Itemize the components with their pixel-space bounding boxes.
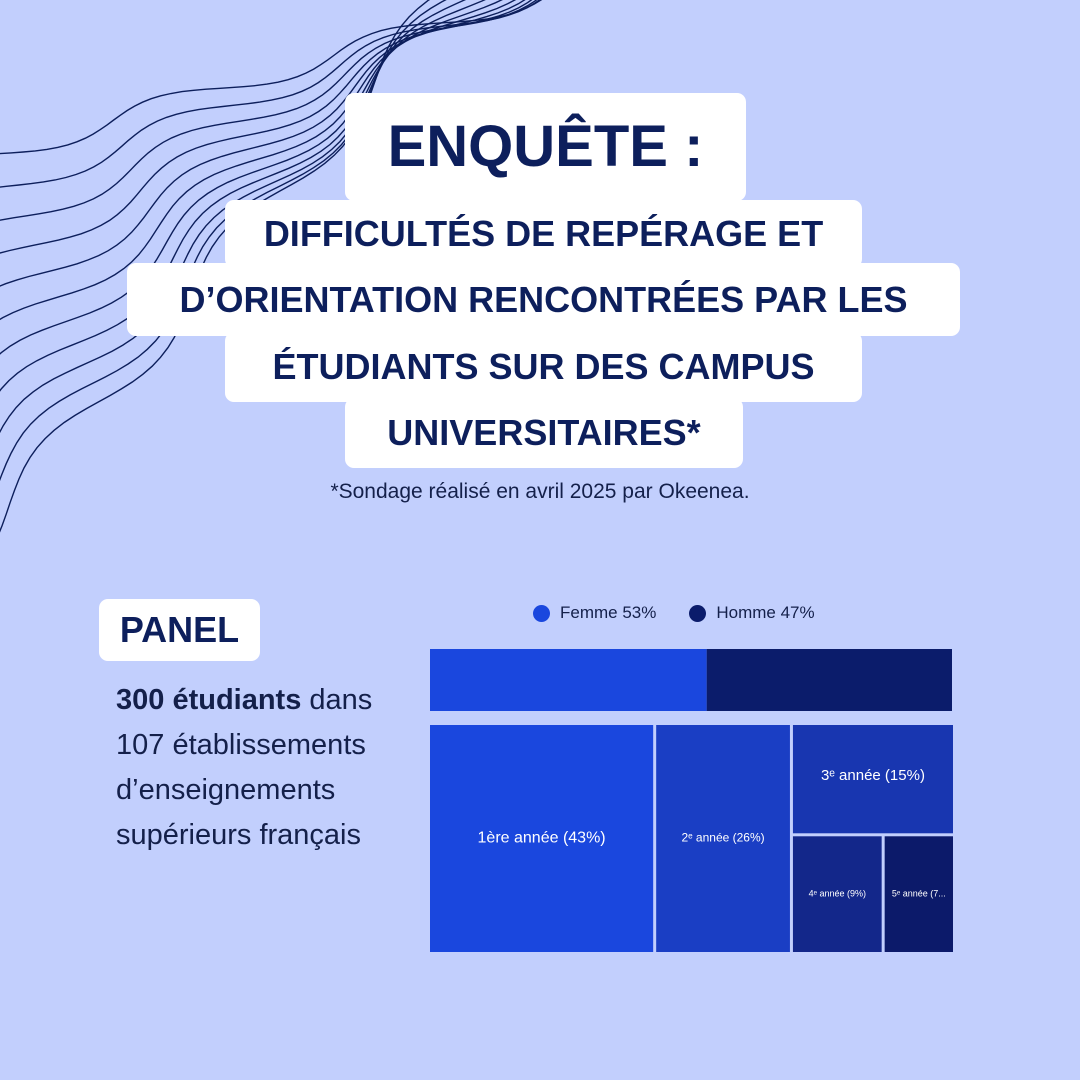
treemap-label-1: 1ère année (43%) [477,829,606,847]
treemap-label-3: 3ᵉ année (15%) [820,767,925,785]
treemap-label-2: 2ᵉ année (26%) [681,830,765,845]
page-title: ENQUÊTE : [387,114,704,179]
panel-heading: PANEL [119,609,240,650]
legend-label-femme: Femme 53% [560,603,657,622]
bar-segment-femme [430,649,707,711]
subtitle-line-4: UNIVERSITAIRES* [387,412,701,453]
survey-footnote: *Sondage réalisé en avril 2025 par Okeenea. [330,480,750,503]
subtitle-line-3: ÉTUDIANTS SUR DES CAMPUS [272,346,815,387]
subtitle-line-1: DIFFICULTÉS DE REPÉRAGE ET [263,213,824,254]
subtitle-line-2: D’ORIENTATION RENCONTRÉES PAR LES [179,279,908,320]
panel-count: 300 étudiants [116,684,302,716]
bar-segment-homme [707,649,952,711]
legend-label-homme: Homme 47% [716,603,815,622]
treemap-label-4: 4ᵉ année (9%) [808,888,866,899]
treemap-label-5: 5ᵉ année (7... [891,888,946,899]
panel-description-rest: dans 107 établissements d’enseignements supérieurs français [116,684,373,851]
